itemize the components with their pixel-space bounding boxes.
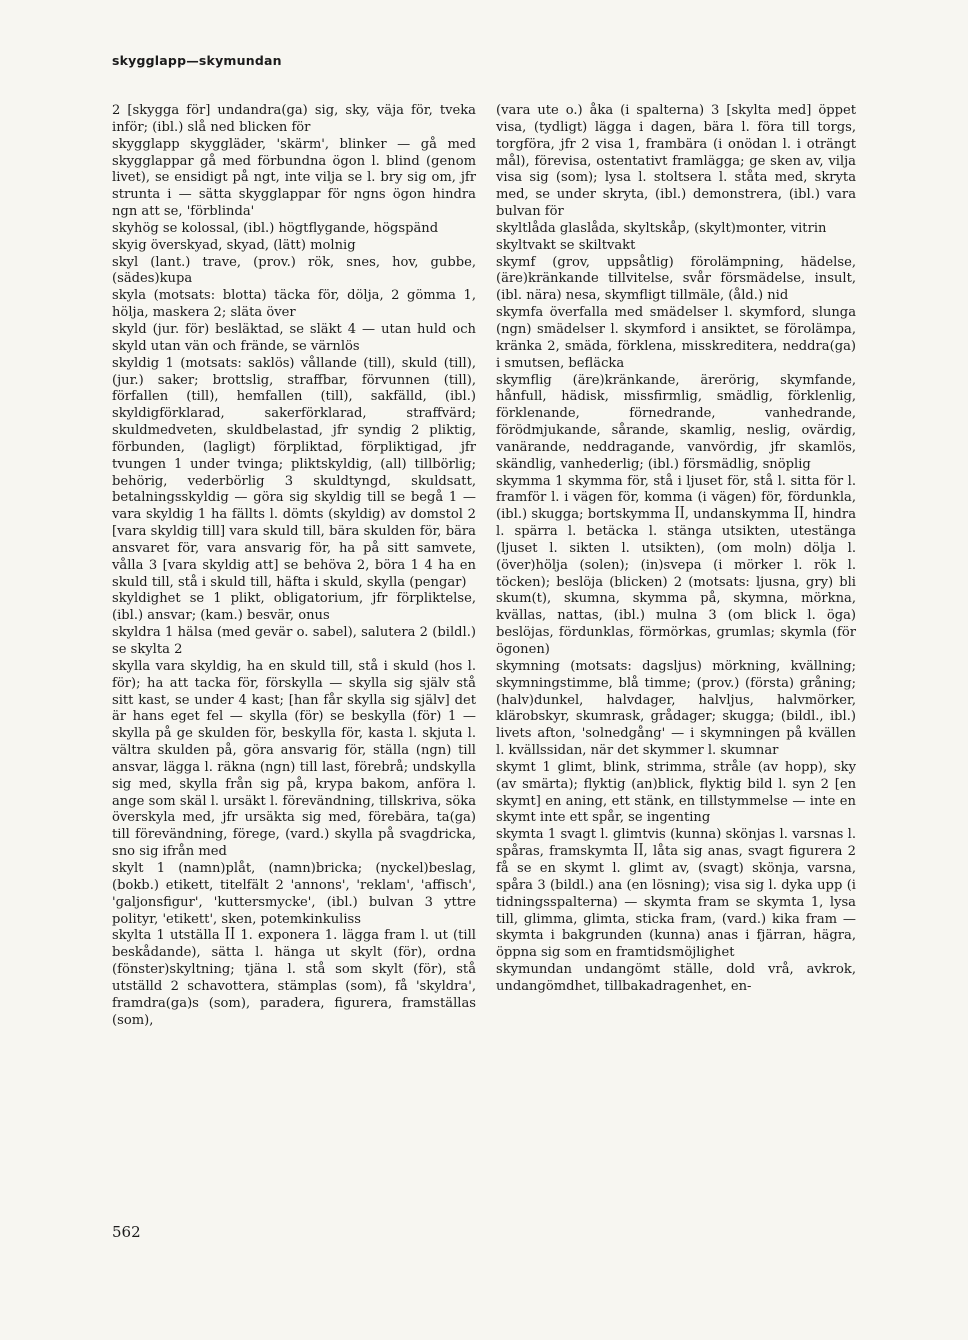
entry-skymundan: skymundan undangömt ställe, dold vrå, avkrok, undangömdhet, tillbakadragenhet, en-: [496, 962, 856, 994]
entry-skygga-2: 2 [skygga för] undandra(ga) sig, sky, väja för, tveka inför; (ibl.) slå ned blicken för: [112, 103, 476, 135]
entry-skylta: skylta 1 utställa ꟾꟾ 1. exponera 1. lägga fram l. ut (till beskådande), sätta l. hänga ut skylt (för), ordna (fönster)skyltning; tjäna l. stå som skylt (för), stå utställd 2 schavottera, stämplas (som), få 'skyldra', framdra(ga)s (som), paradera, figurera, framställas (som),: [112, 928, 476, 1028]
entry-skymf: skymf (grov, uppsåtlig) förolämpning, hädelse, (äre)kränkande tillvitelse, svår försmädelse, insult, (ibl. nära) nesa, skymfligt tillmäle, (åld.) nid: [496, 254, 856, 304]
entry-skymta: skymta 1 svagt l. glimtvis (kunna) skönjas l. varsnas l. spåras, framskymta ꟾꟾ, låta sig anas, svagt figurera 2 få se en skymt l. glimt av, (svagt) skönja, varsna, spåra 3 (bildl.) ana (en lösning); visa sig l. dyka upp (i tidningsspalterna) — skymta fram se skymta 1, lysa till, glimma, glimta, sticka fram, (vard.) kika fram — skymta i bakgrunden (kunna) anas i fjärran, hägra, öppna sig som en framtidsmöjlighet: [496, 827, 856, 961]
entry-skylt: skylt 1 (namn)plåt, (namn)bricka; (nyckel)beslag, (bokb.) etikett, titelfält 2 'annons', 'reklam', 'affisch', 'galjonsfigur', 'kuttersmycke', (ibl.) bulvan 3 yttre polityr, 'etikett', sken, potemkinkuliss: [112, 860, 476, 927]
entry-skymflig: skymflig (äre)kränkande, ärerörig, skymfande, hånfull, hädisk, missfirmlig, smädlig, förklenlig, förklenande, förnedrande, vanhedrande, förödmjukande, sårande, skamlig, neslig, ovärdig, vanärande, neddragande, vanvördig, jfr skamlös, skändlig, vanhederlig; (ibl.) försmädlig, snöplig: [496, 372, 856, 472]
right-column: [496, 103, 856, 996]
entry-skylla: skylla vara skyldig, ha en skuld till, stå i skuld (hos l. för); ha att tacka för, förskylla — skylla sig själv stå sitt kast, se under 4 kast; [han får skylla sig själv] det är hans eget fel — skylla (för) se beskylla (för) 1 — skylla på ge skulden för, beskylla för, kasta l. skjuta l. vältra skulden på, göra ansvarig för, ställa (ngn) till ansvar, lägga l. räkna (ngn) till last, förebrå; undskylla sig med, skylla från sig på, krypa bakom, anföra l. ange som skäl l. ursäkt l. förevändning, tillskriva, söka överskyla med, jfr ursäkta sig med, förebära, ta(ga) till förevändning, förege, (vard.) skylla på svagdricka, sno sig ifrån med: [112, 658, 476, 860]
entry-skyldig: skyldig 1 (motsats: saklös) vållande (till), skuld (till), (jur.) saker; brottslig, straffbar, förvunnen (till), förfallen (till), hemfallen (till), sakfälld, (ibl.) skyldigförklarad, sakerförklarad, straffvärd; skuldmedveten, skuldbelastad, jfr syndig 2 pliktig, förbunden, (lagligt) förpliktad, förpliktigad, jfr tvungen 1 under tvinga; pliktskyldig, (all) tillbörlig; behörig, vederbörlig 3 skuldtyngd, skuldsatt, betalningsskyldig — göra sig skyldig till se begå 1 — vara skyldig 1 ha fällts l. dömts (skyldig) av domstol 2 [vara skyldig till] vara skuld till, bära skulden för, bära ansvaret för, vara ansvarig för, ha på sitt samvete, vålla 3 [vara skyldig att] se behöva 2, böra 1 4 ha en skuld till, stå i skuld till, häfta i skuld, skylla (pengar): [112, 355, 476, 590]
entry-skyldra: skyldra 1 hälsa (med gevär o. sabel), salutera 2 (bildl.) se skylta 2: [112, 625, 476, 657]
entry-skyig: skyig överskyad, skyad, (lätt) molnig: [112, 237, 356, 253]
running-head: skygglapp—skymundan: [112, 53, 282, 68]
entry-skymt: skymt 1 glimt, blink, strimma, stråle (av hopp), sky (av smärta); flyktig (an)blick, flyktig bild l. syn 2 [en skymt] en aning, ett stänk, en tillstymmelse — inte en skymt inte ett spår, se ingenting: [496, 759, 856, 826]
entry-skyltlada: skyltlåda glaslåda, skyltskåp, (skylt)monter, vitrin: [496, 220, 827, 236]
entry-skymma: skymma 1 skymma för, stå i ljuset för, stå l. sitta för l. framför l. i vägen för, komma (i vägen) för, fördunkla, (ibl.) skugga; bortskymma ꟾꟾ, undanskymma ꟾꟾ, hindra l. spärra l. betäcka l. stänga utsikten, utestänga (ljuset l. sikten l. utsikten), (om moln) dölja l. (över)hölja (solen); (in)svepa (i mörker l. rök l. töcken); beslöja (blicken) 2 (motsats: ljusna, gry) bli skum(t), skumna, skymma på, skymna, mörkna, kvällas, nattas, (ibl.) mulna 3 (om blick l. öga) beslöjas, fördunklas, förmörkas, grumlas; skymla (för ögonen): [496, 473, 856, 657]
entry-skygglapp: skygglapp skyggläder, 'skärm', blinker — gå med skygglappar gå med förbundna ögon l. blind (genom livet), se ensidigt på ngt, inte vilja se l. bry sig om, jfr strunta i — sätta skygglappar för ngns ögon hindra ngn att se, 'förblinda': [112, 136, 476, 220]
entry-skyldighet: skyldighet se 1 plikt, obligatorium, jfr förpliktelse, (ibl.) ansvar; (kam.) besvär, onus: [112, 591, 476, 624]
entry-skyhog: skyhög se kolossal, (ibl.) högtflygande, högspänd: [112, 220, 439, 236]
page-number: 562: [112, 1223, 141, 1241]
entry-skyla: skyla (motsats: blotta) täcka för, dölja, 2 gömma 1, hölja, maskera 2; släta över: [112, 288, 476, 321]
entry-skyltvakt: skyltvakt se skiltvakt: [496, 237, 636, 253]
entry-skymning: skymning (motsats: dagsljus) mörkning, kvällning; skymningstimme, blå timme; (prov.) (första) gråning; (halv)dunkel, halvdager, halvljus, halvmörker, klärobskyr, skumrask, grådager; skugga; (bildl., ibl.) livets afton, 'solnedgång' — i skymningen på kvällen l. kvällssidan, när det skymmer l. skumnar: [496, 658, 856, 759]
entry-skylta-cont: (vara ute o.) åka (i spalterna) 3 [skylta med] öppet visa, (tydligt) lägga i dagen, bära l. föra till torgs, torgföra, jfr 2 visa 1, frambära (i onödan l. i oträngt mål), förevisa, ostentativt framlägga; ge sken av, vilja visa sig (som); lysa l. stoltsera l. ståta med, skryta med, se under skryta, (ibl.) demonstrera, (ibl.) vara bulvan för: [496, 103, 856, 220]
left-column: [112, 103, 476, 1029]
entry-skymfa: skymfa överfalla med smädelser l. skymford, slunga (ngn) smädelser l. skymford i ansiktet, se förolämpa, kränka 2, smäda, förklena, misskreditera, neddra(ga) i smutsen, befläcka: [496, 305, 856, 371]
entry-skyld: skyld (jur. för) besläktad, se släkt 4 — utan huld och skyld utan vän och frände, se värnlös: [112, 321, 476, 354]
entry-skyl: skyl (lant.) trave, (prov.) rök, snes, hov, gubbe, (sädes)kupa: [112, 254, 476, 287]
